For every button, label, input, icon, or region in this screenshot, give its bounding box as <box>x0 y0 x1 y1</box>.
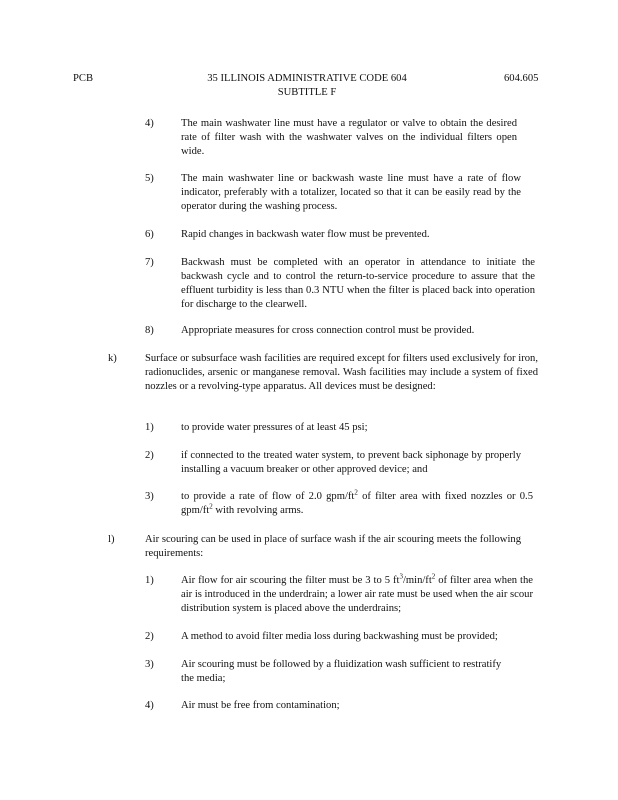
item-number: 8) <box>145 325 154 336</box>
header-left: PCB <box>73 73 94 84</box>
header-section-number: 604.605 <box>504 73 539 84</box>
item-text: to provide a rate of flow of 2.0 gpm/$ft^2$ of filter area with fixed nozzles or 0.5 gpm/$ft^2$ with revolving arms. <box>181 488 533 516</box>
item-text: Air flow for air scouring the filter must be 3 to 5 $ft^3/\min/ft^2$ of filter area when the air is introduced in the underdrain; a lower air rate must be used when the air scour distribution system is placed above the underdrains; <box>181 572 533 614</box>
item-number: 3) <box>145 659 154 670</box>
item-number: 2) <box>145 631 154 642</box>
item-number: 3) <box>145 491 154 502</box>
item-text: Air must be free from contamination; <box>181 700 340 711</box>
item-text: Appropriate measures for cross connection control must be provided. <box>181 325 475 336</box>
item-number: 1) <box>145 422 154 433</box>
subsection-letter: l) <box>108 534 115 545</box>
item-text: Rapid changes in backwash water flow must be prevented. <box>181 229 430 240</box>
item-text: The main washwater line must have a regulator or valve to obtain the desired rate of filter wash with the washwater valves on the individual filters open wide. <box>181 118 517 157</box>
item-number: 5) <box>145 173 154 184</box>
item-text: A method to avoid filter media loss during backwashing must be provided; <box>181 631 498 642</box>
item-text: to provide water pressures of at least 45 psi; <box>181 422 368 433</box>
header-title: 35 ILLINOIS ADMINISTRATIVE CODE 604 <box>207 73 407 84</box>
item-text: The main washwater line or backwash waste line must have a rate of flow indicator, preferably with a totalizer, located so that it can be easily read by the operator during the washing process. <box>181 173 521 212</box>
item-number: 2) <box>145 450 154 461</box>
item-number: 4) <box>145 118 154 129</box>
item-text: if connected to the treated water system, to prevent back siphonage by properly installing a vacuum breaker or other approved device; and <box>181 450 521 475</box>
item-number: 7) <box>145 257 154 268</box>
header-center <box>172 72 442 100</box>
item-text: Air scouring must be followed by a fluidization wash sufficient to restratify the media; <box>181 659 502 684</box>
subsection-letter: k) <box>108 353 117 364</box>
item-number: 4) <box>145 700 154 711</box>
item-number: 6) <box>145 229 154 240</box>
item-text: Backwash must be completed with an operator in attendance to initiate the backwash cycle and to control the return-to-service procedure to assure that the effluent turbidity is less than 0.3 NTU when the filter is placed back into operation for discharge to the clearwell. <box>181 257 535 310</box>
item-number: 1) <box>145 575 154 586</box>
subsection-text: Surface or subsurface wash facilities are required except for filters used exclusively for iron, radionuclides, arsenic or manganese removal. Wash facilities may include a system of fixed nozzles or a revolving-type apparatus. All devices must be designed: <box>145 353 538 392</box>
subsection-text: Air scouring can be used in place of surface wash if the air scouring meets the following requirements: <box>145 534 521 559</box>
header-subtitle: SUBTITLE F <box>277 87 337 98</box>
